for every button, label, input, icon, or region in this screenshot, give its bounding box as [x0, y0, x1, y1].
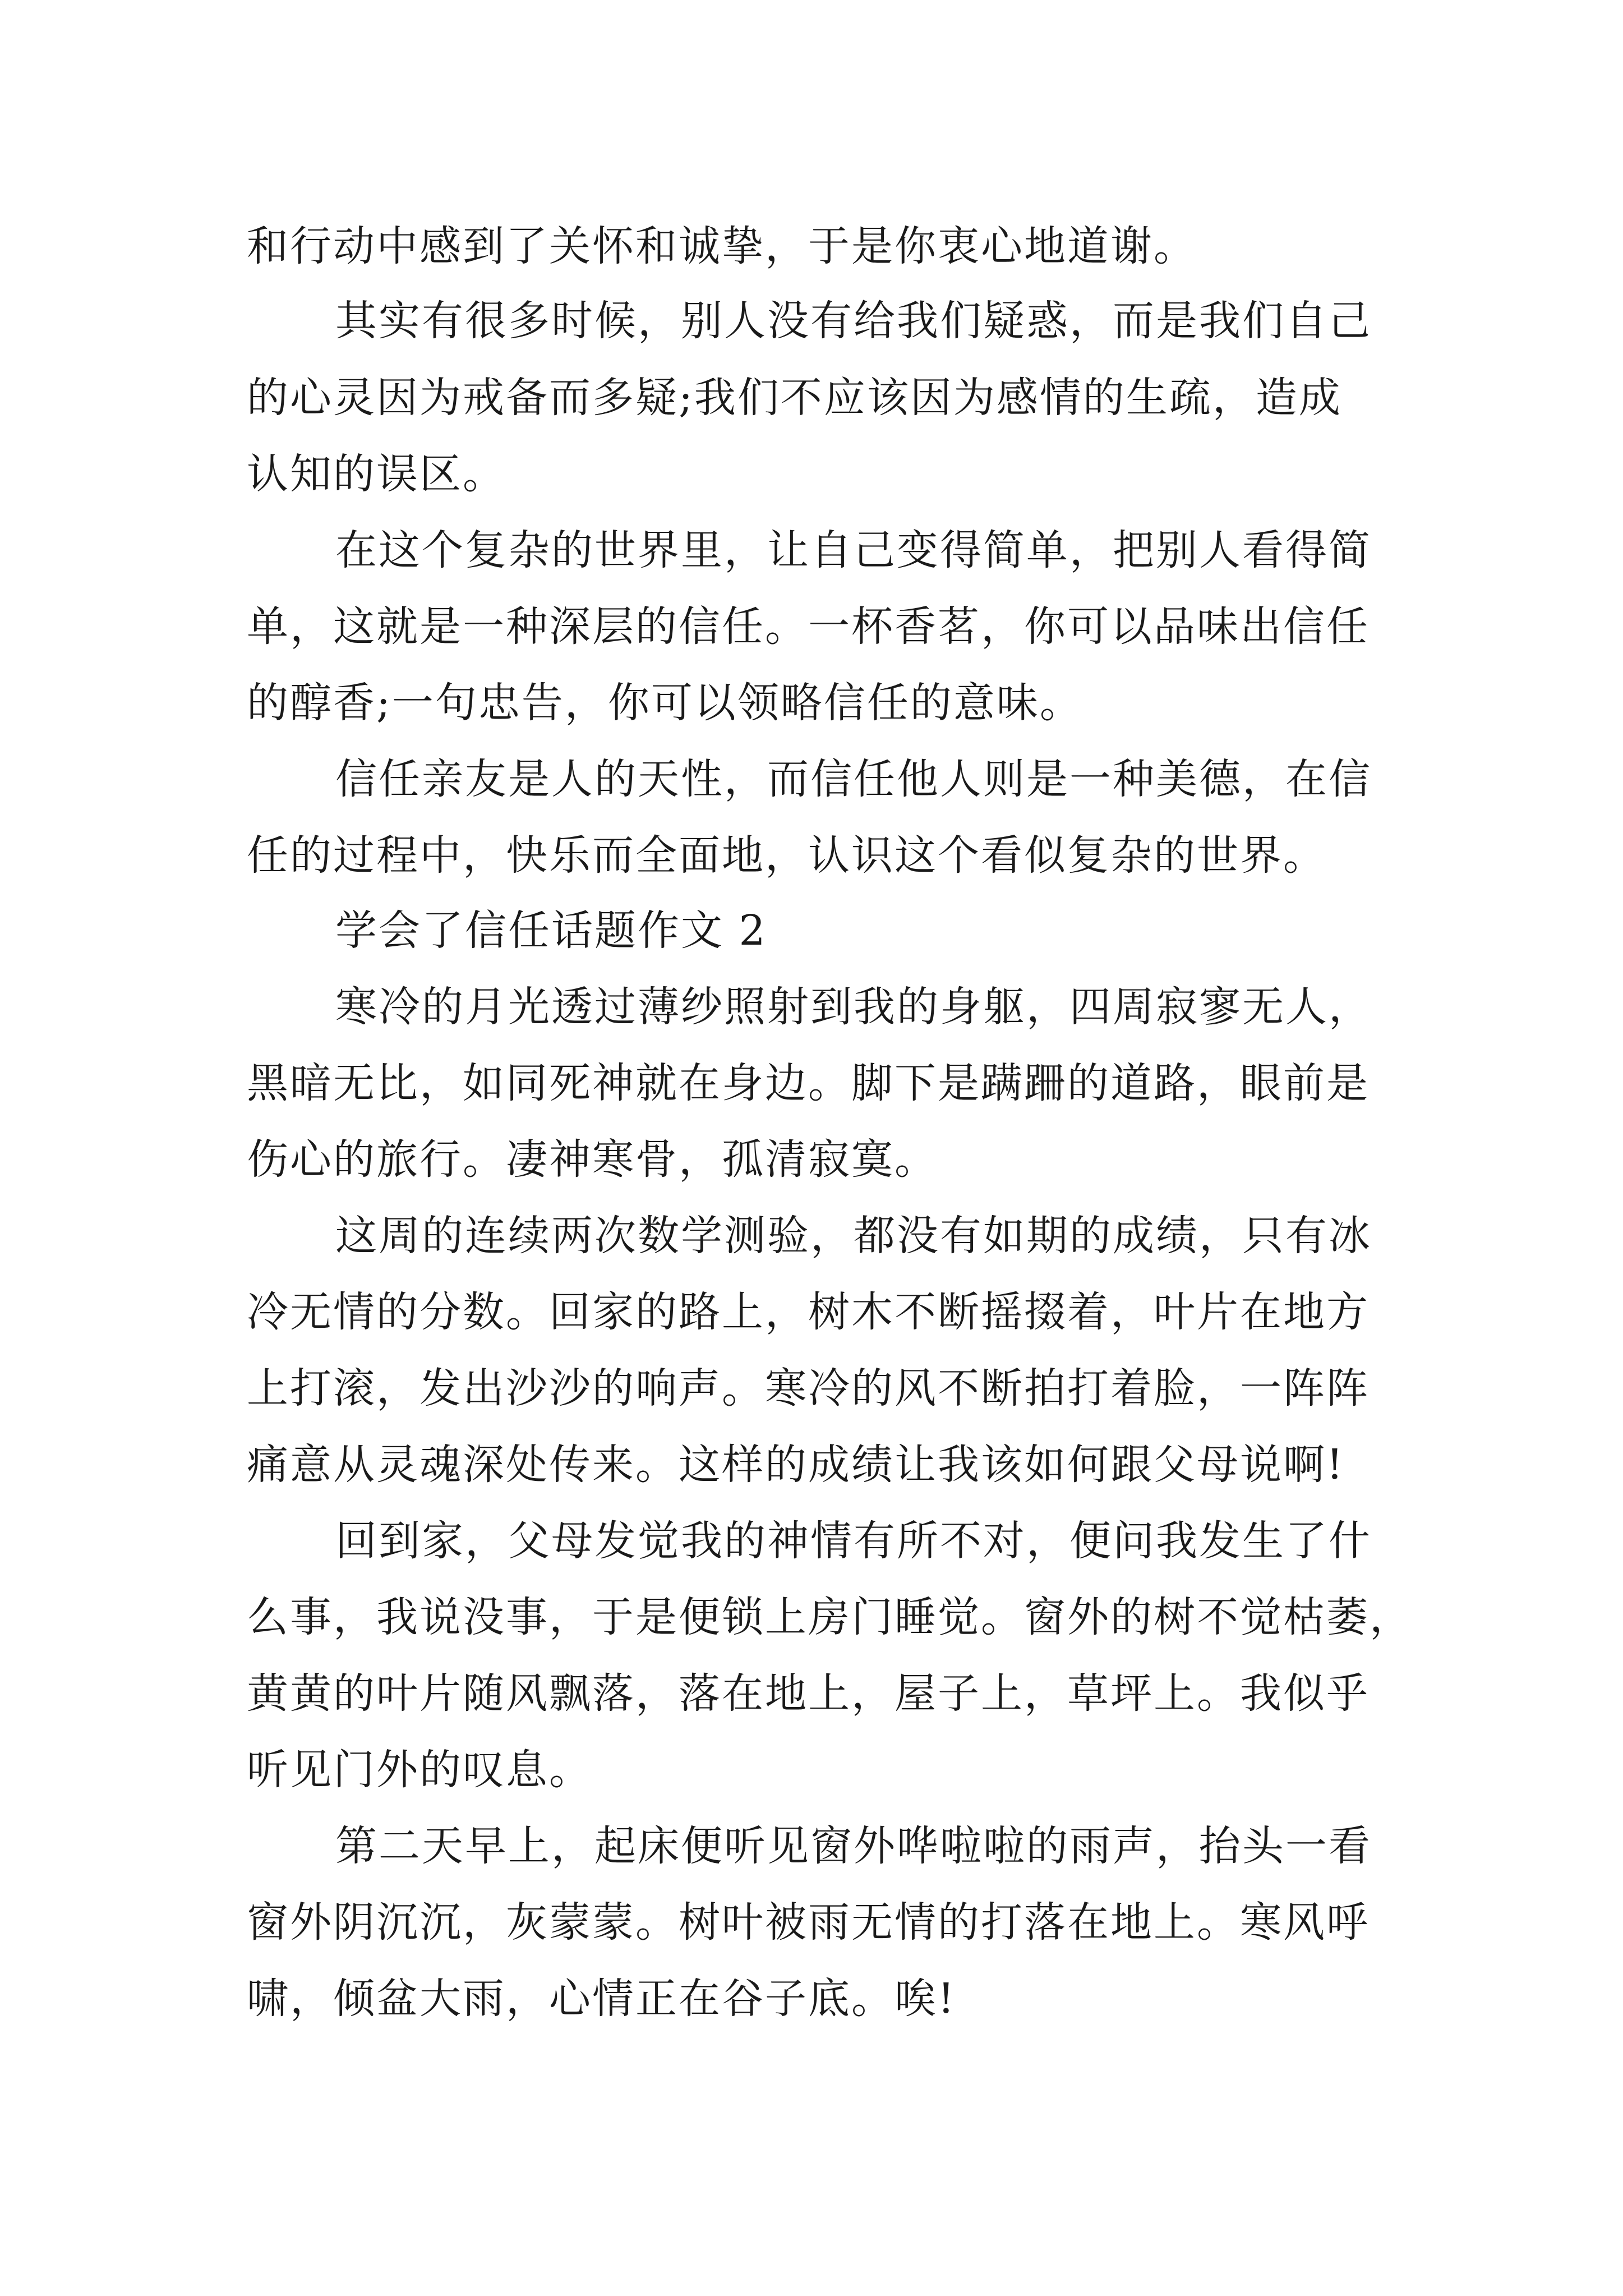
text-line: 认知的误区。 [247, 450, 506, 498]
text-line: 单，这就是一种深层的信任。一杯香茗，你可以品味出信任 [247, 602, 1370, 651]
text-line: 的心灵因为戒备而多疑;我们不应该因为感情的生疏，造成 [247, 374, 1342, 422]
text-line: 第二天早上，起床便听见窗外哗啦啦的雨声，抬头一看 [335, 1822, 1372, 1870]
text-line: 窗外阴沉沉，灰蒙蒙。树叶被雨无情的打落在地上。寒风呼 [247, 1898, 1370, 1947]
text-line: 在这个复杂的世界里，让自己变得简单，把别人看得简 [335, 526, 1372, 574]
text-line: 黄黄的叶片随风飘落，落在地上，屋子上，草坪上。我似乎 [247, 1669, 1370, 1718]
text-line: 痛意从灵魂深处传来。这样的成绩让我该如何跟父母说啊! [247, 1441, 1345, 1489]
text-line: 这周的连续两次数学测验，都没有如期的成绩，只有冰 [335, 1212, 1372, 1260]
text-line: 冷无情的分数。回家的路上，树木不断摇掇着，叶片在地方 [247, 1288, 1370, 1336]
text-line: 听见门外的叹息。 [247, 1746, 592, 1794]
text-line: 么事，我说没事，于是便锁上房门睡觉。窗外的树不觉枯萎， [247, 1593, 1413, 1641]
section-heading: 学会了信任话题作文 2 [335, 907, 767, 955]
text-line: 寒冷的月光透过薄纱照射到我的身躯，四周寂寥无人， [335, 983, 1372, 1031]
text-line: 信任亲友是人的天性，而信任他人则是一种美德，在信 [335, 755, 1372, 803]
text-line: 黑暗无比，如同死神就在身边。脚下是蹒跚的道路，眼前是 [247, 1059, 1370, 1107]
text-line: 其实有很多时候，别人没有给我们疑惑，而是我们自己 [335, 297, 1372, 345]
text-line: 伤心的旅行。凄神寒骨，孤清寂寞。 [247, 1135, 938, 1184]
text-line: 回到家，父母发觉我的神情有所不对，便问我发生了什 [335, 1517, 1372, 1565]
text-line: 啸，倾盆大雨，心情正在谷子底。唉! [247, 1975, 956, 2023]
text-line: 和行动中感到了关怀和诚挚，于是你衷心地道谢。 [247, 222, 1197, 270]
text-line: 上打滚，发出沙沙的响声。寒冷的风不断拍打着脸，一阵阵 [247, 1364, 1370, 1412]
text-line: 任的过程中，快乐而全面地，认识这个看似复杂的世界。 [247, 831, 1326, 880]
text-line: 的醇香;一句忠告，你可以领略信任的意味。 [247, 679, 1083, 727]
